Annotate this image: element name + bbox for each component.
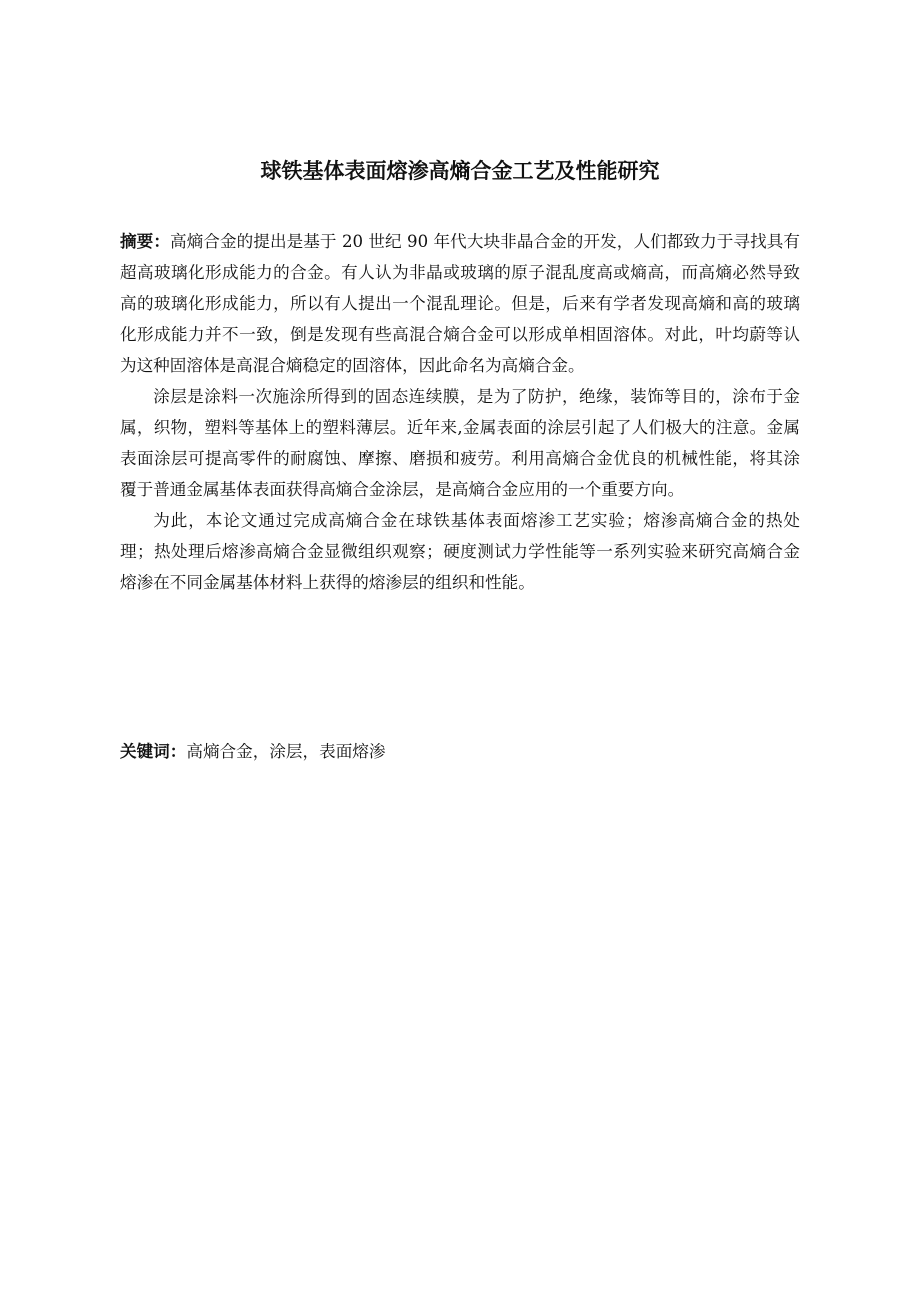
abstract-paragraph-1-text: 高熵合金的提出是基于 20 世纪 90 年代大块非晶合金的开发，人们都致力于寻找具有超高玻璃化形成能力的合金。有人认为非晶或玻璃的原子混乱度高或熵高，而高熵必然导致高的玻璃化形成能力，所以有人提出一个混乱理论。但是，后来有学者发现高熵和高的玻璃化形成能力并不一致，倒是发现有些高混合熵合金可以形成单相固溶体。对此，叶均蔚等认为这种固溶体是高混合熵稳定的固溶体，因此命名为高熵合金。: [120, 232, 800, 375]
abstract-paragraph-3: 为此，本论文通过完成高熵合金在球铁基体表面熔渗工艺实验；熔渗高熵合金的热处理；热处理后熔渗高熵合金显微组织观察；硬度测试力学性能等一系列实验来研究高熵合金熔渗在不同金属基体材料上获得的熔渗层的组织和性能。: [120, 511, 800, 592]
keywords-line: [120, 736, 800, 767]
abstract-paragraph-2: 涂层是涂料一次施涂所得到的固态连续膜，是为了防护，绝缘，装饰等目的，涂布于金属，织物，塑料等基体上的塑料薄层。近年来,金属表面的涂层引起了人们极大的注意。金属表面涂层可提高零件的耐腐蚀、摩擦、磨损和疲劳。利用高熵合金优良的机械性能，将其涂覆于普通金属基体表面获得高熵合金涂层，是高熵合金应用的一个重要方向。: [120, 387, 800, 499]
document-title: 球铁基体表面熔渗高熵合金工艺及性能研究: [260, 159, 660, 183]
abstract-label: 摘要：: [120, 232, 170, 251]
keywords-value: 高熵合金，涂层，表面熔渗: [186, 742, 386, 761]
abstract-paragraph-1: [120, 226, 800, 381]
abstract-section: [120, 226, 800, 598]
keywords-label: 关键词：: [120, 742, 187, 761]
